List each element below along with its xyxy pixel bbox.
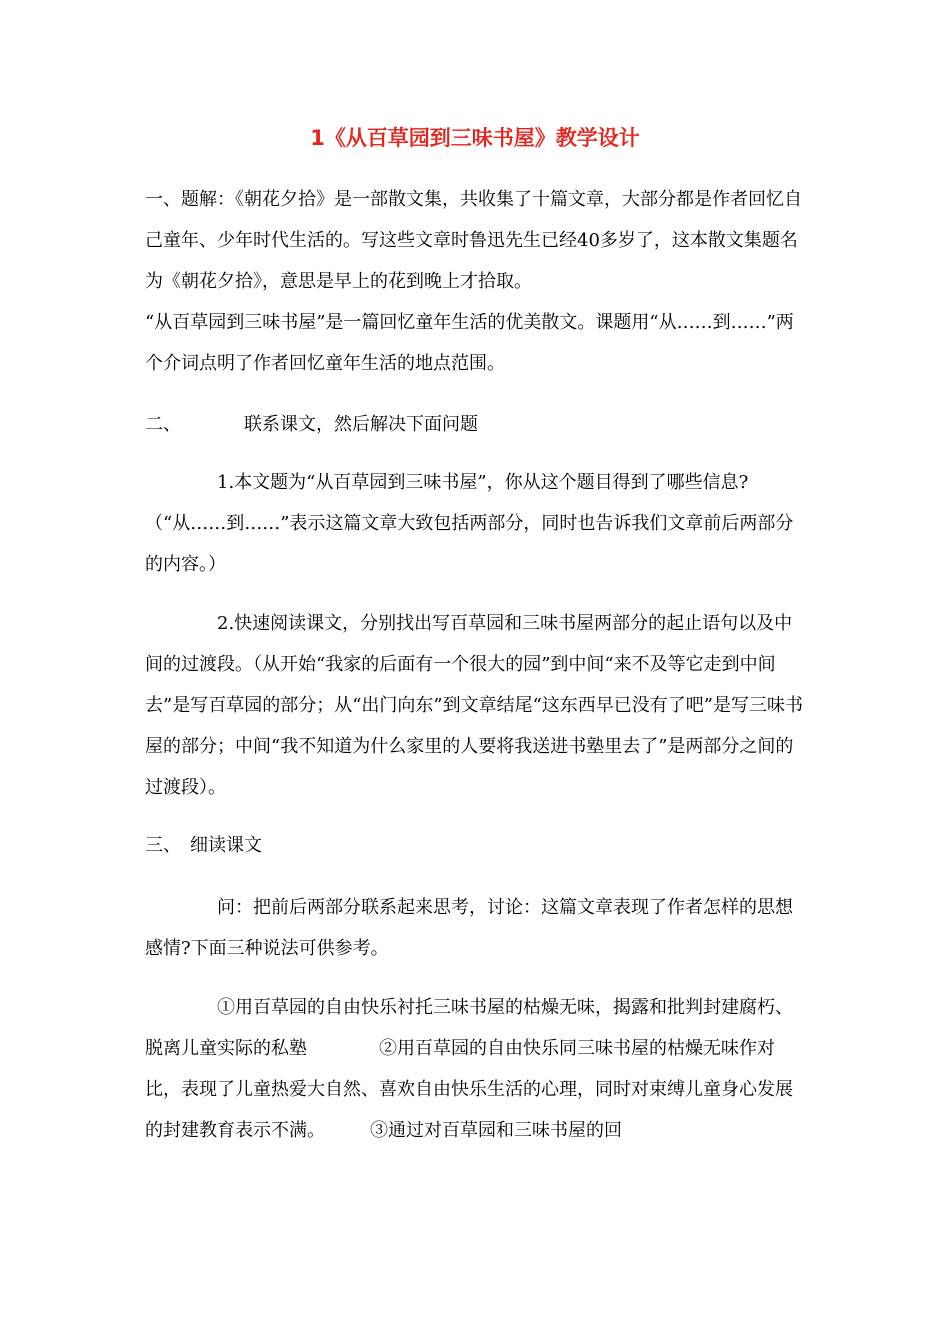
question-1: 1.本文题为“从百草园到三味书屋”，你从这个题目得到了哪些信息?（“从……到……”表示这篇文章大致包括两部分，同时也告诉我们文章前后两部分的内容。） (145, 472, 794, 575)
section-heading-2: 二、 联系课文，然后解决下面问题 (145, 414, 478, 435)
paragraph-title-meaning: “从百草园到三味书屋”是一篇回忆童年生活的优美散文。课题用“从……到……”两个介词点明了作者回忆童年生活的地点范围。 (145, 312, 794, 374)
document-title: 1《从百草园到三味书屋》教学设计 (310, 126, 640, 150)
answer-options: ①用百草园的自由快乐衬托三味书屋的枯燥无味，揭露和批判封建腐朽、脱离儿童实际的私塾 ②用百草园的自由快乐同三味书屋的枯燥无味作对比，表现了儿童热爱大自然、喜欢自由快乐生活的心理，同时对束缚儿童身心发展的封建教育表示不满。 ③通过对百草园和三味书屋的回 (145, 997, 793, 1141)
question-2: 2.快速阅读课文，分别找出写百草园和三味书屋两部分的起止语句以及中间的过渡段。（从开始“我家的后面有一个很大的园”到中间“来不及等它走到中间去”是写百草园的部分；从“出门向东”到文章结尾“这东西早已没有了吧”是写三味书屋的部分；中间“我不知道为什么家里的人要将我送进书塾里去了”是两部分之间的过渡段）。 (145, 613, 804, 798)
section-heading-3: 三、 细读课文 (145, 835, 262, 856)
question-3: 问：把前后两部分联系起来思考，讨论：这篇文章表现了作者怎样的思想感情?下面三种说法可供参考。 (145, 897, 793, 959)
paragraph-title-explanation: 一、题解：《朝花夕拾》是一部散文集，共收集了十篇文章，大部分都是作者回忆自己童年、少年时代生活的。写这些文章时鲁迅先生已经40多岁了，这本散文集题名为《朝花夕拾》，意思是早上的花到晚上才拾取。 (145, 189, 802, 292)
